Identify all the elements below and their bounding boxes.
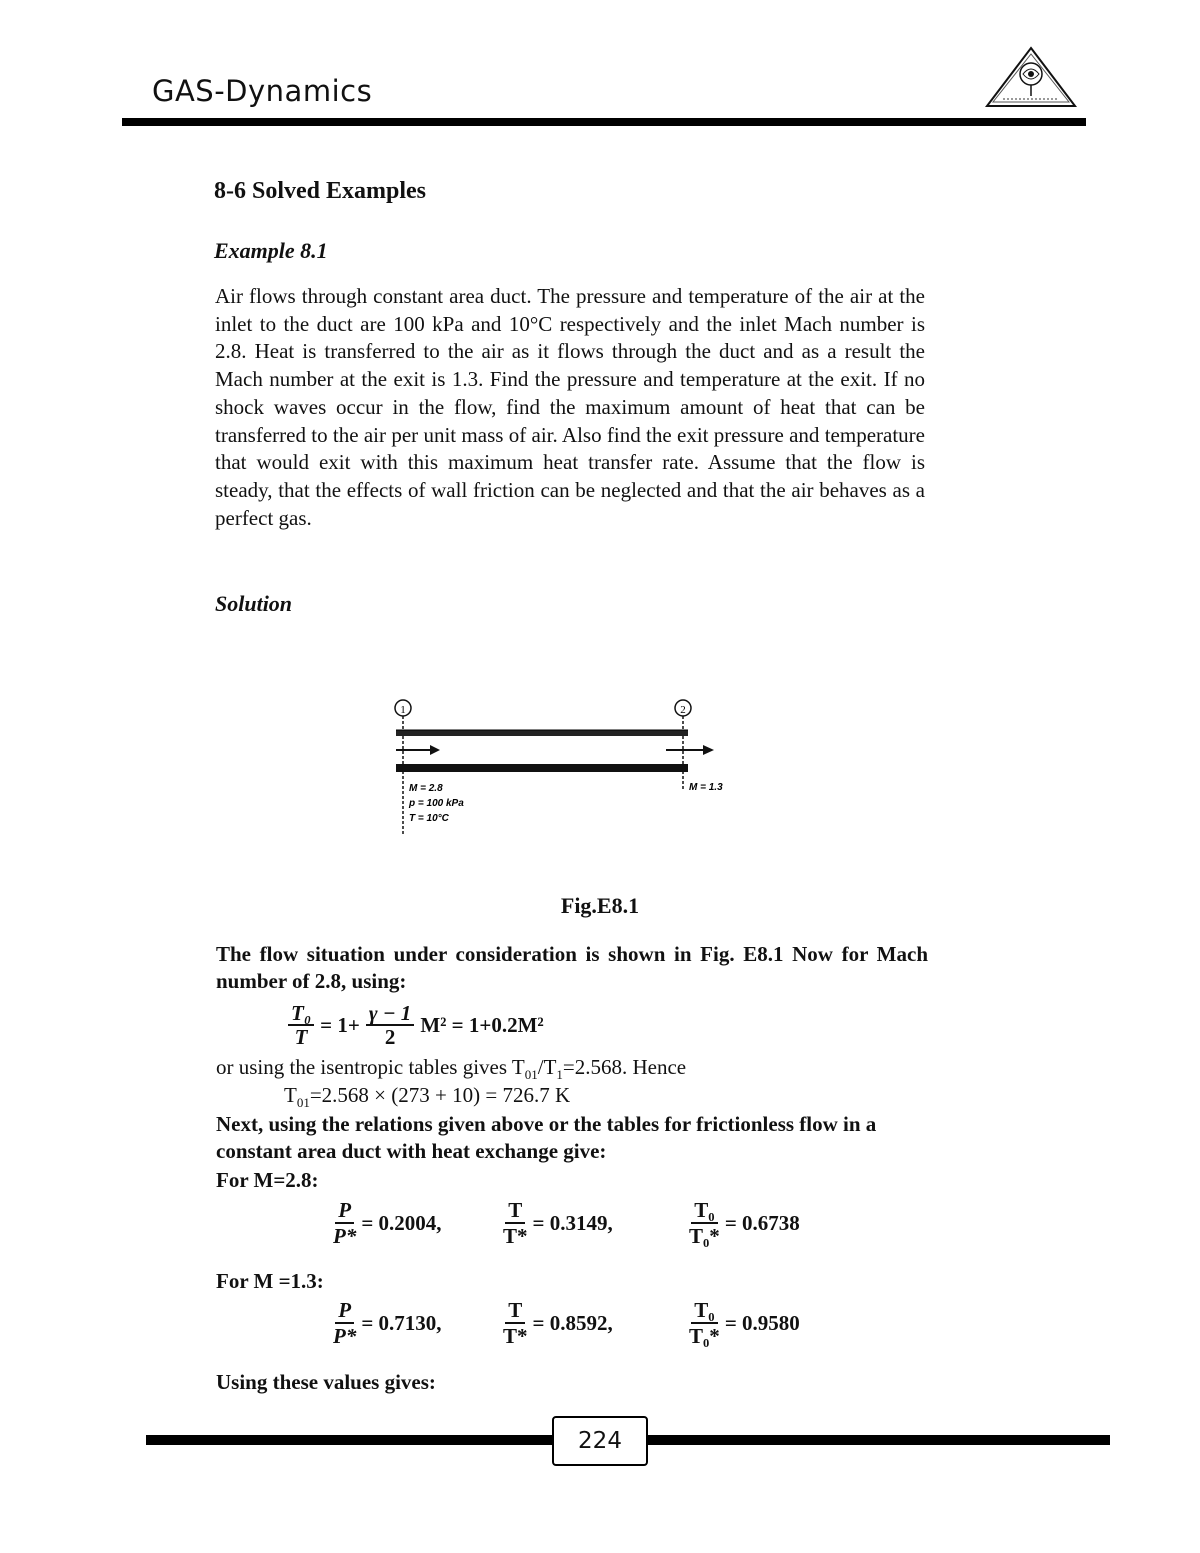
for-m13-label: For M =1.3: <box>216 1269 324 1293</box>
ratio-p-m13: $\frac{P}{P*}$ = 0.7130, <box>333 1298 442 1348</box>
station-2-label: 2 <box>680 704 686 716</box>
eq-equals-one: = 1+ <box>320 1012 360 1037</box>
eq-lhs-fraction: $\frac{\text{T₀}}{T}$ <box>288 1002 314 1048</box>
university-logo-icon <box>983 44 1079 110</box>
ratios-m13-row <box>328 1298 800 1348</box>
problem-statement <box>215 283 925 532</box>
footer-rule-right <box>646 1435 1110 1445</box>
duct-top-wall <box>396 730 688 736</box>
exit-flow-arrow <box>703 745 714 755</box>
t01-calculation: $T_{01}=2.568 \times (273 + 10) = 726.7$ K <box>284 1083 571 1111</box>
relations-paragraph: Next, using the relations given above or the tables for frictionless flow in a constant area duct with heat exchange give: <box>216 1112 877 1163</box>
figure-caption: Fig.E8.1 <box>560 893 640 918</box>
problem-text: Air flows through constant area duct. The pressure and temperature of the air at the inlet to the duct are 100 kPa and 10°C respectively and the inlet Mach number is 2.8. Heat is transferred to the air as it flows through the duct and as a result the Mach number at the exit is 1.3. Find the pressure and temperature at the exit. If no shock waves occur in the flow, find the maximum amount of heat that can be transferred to the air per unit mass of air. Also find the exit pressure and temperature that would exit with this maximum heat transfer rate. Assume that the flow is steady, that the effects of wall friction can be neglected and that the air behaves as a perfect gas. <box>215 284 925 530</box>
example-title: Example 8.1 <box>214 238 328 263</box>
inlet-pressure-label: p = 100 kPa <box>409 798 464 809</box>
for-m28-label: For M=2.8: <box>216 1168 319 1192</box>
header-title: GAS-Dynamics <box>152 74 373 108</box>
solution-title: Solution <box>215 591 293 616</box>
duct-diagram <box>388 694 738 834</box>
ratio-p-m28: $\frac{P}{P*}$ = 0.2004, <box>333 1198 442 1248</box>
flow-situation-paragraph: The flow situation under consideration is shown in Fig. E8.1 Now for Mach number of 2.8, using: <box>216 942 928 993</box>
exit-mach-label: M = 1.3 <box>689 782 723 793</box>
closing-line: Using these values gives: <box>216 1370 436 1394</box>
page-number: 224 <box>552 1416 648 1466</box>
ratios-m28-row <box>328 1198 800 1248</box>
ratio-t-m28: $\frac{T}{T*}$ = 0.3149, <box>503 1198 613 1248</box>
station-1-label: 1 <box>400 704 406 716</box>
section-title: 8-6 Solved Examples <box>214 178 427 204</box>
ratio-t0-m13: $\frac{\text{T₀}}{\text{T₀*}}$ = 0.9580 <box>689 1298 800 1348</box>
stagnation-temperature-equation <box>286 1002 544 1048</box>
inlet-flow-arrow <box>430 745 440 755</box>
isentropic-tables-line: or using the isentropic tables gives $T_{01}/T_1=2.568$. Hence <box>216 1055 687 1083</box>
header-rule <box>122 118 1086 126</box>
inlet-temp-label: T = 10°C <box>409 813 449 824</box>
duct-bottom-wall <box>396 764 688 772</box>
ratio-t0-m28: $\frac{\text{T₀}}{\text{T₀*}}$ = 0.6738 <box>689 1198 800 1248</box>
footer-rule-left <box>146 1435 552 1445</box>
eq-gamma-fraction: $\frac{\gamma - 1}{2}$ <box>366 1002 414 1048</box>
ratio-t-m13: $\frac{T}{T*}$ = 0.8592, <box>503 1298 613 1348</box>
inlet-mach-label: M = 2.8 <box>409 783 443 794</box>
eq-rhs: M² = 1+0.2M² <box>420 1012 544 1037</box>
